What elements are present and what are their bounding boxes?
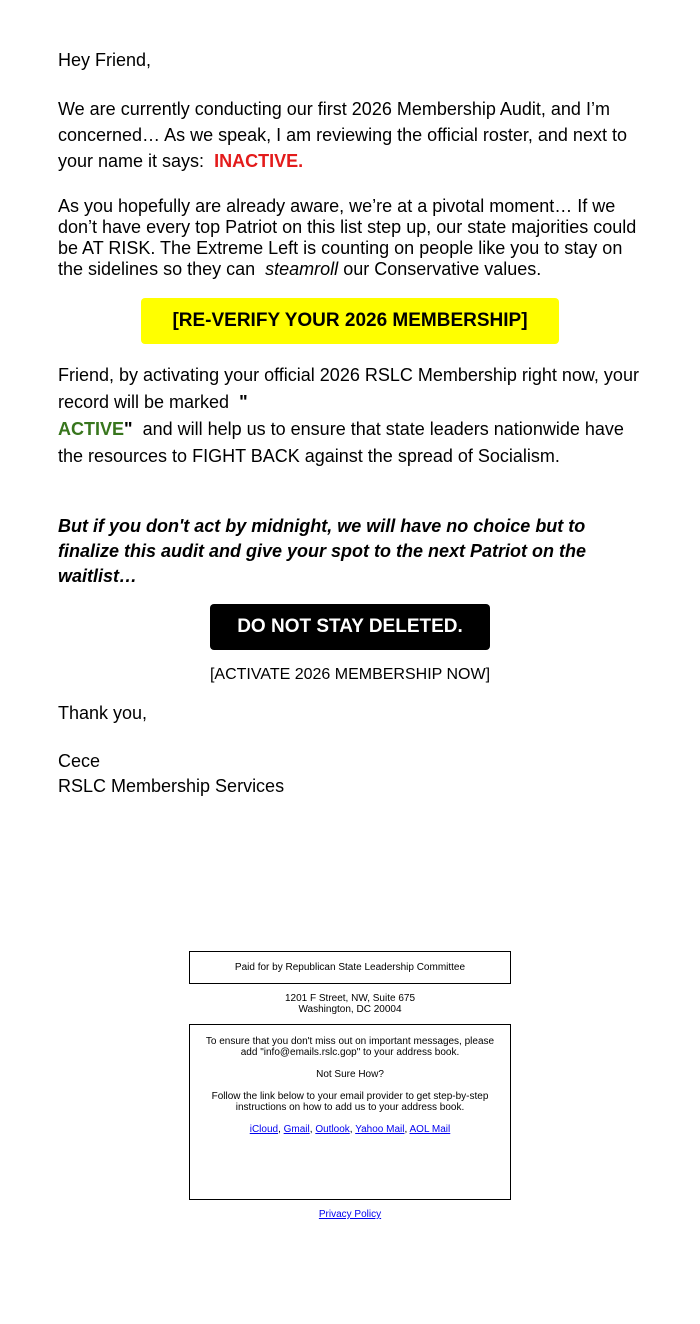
active-status: ACTIVE: [58, 419, 125, 439]
paragraph-audit: [58, 96, 648, 174]
provider-link-aol[interactable]: AOL Mail: [409, 1124, 451, 1135]
closing: Thank you,: [58, 703, 148, 723]
address-line-1: 1201 F Street, NW, Suite 675: [284, 993, 416, 1004]
activate-membership-link[interactable]: [ACTIVATE 2026 MEMBERSHIP NOW]: [209, 666, 491, 683]
paid-for-text: Paid for by Republican State Leadership Committee: [234, 962, 466, 973]
not-sure-text: Not Sure How?: [316, 1069, 384, 1080]
paragraph-pivotal: [58, 196, 638, 280]
address-line-2: Washington, DC 20004: [298, 1004, 402, 1015]
provider-link-yahoo[interactable]: Yahoo Mail: [355, 1124, 405, 1135]
address-book-note: To ensure that you don't miss out on important messages, please add "info@emails.rslc.gop" to your address book.: [205, 1036, 495, 1058]
address-book-box: [189, 1024, 511, 1200]
follow-link-text: Follow the link below to your email provider to get step-by-step instructions on how to add us to your address book.: [211, 1091, 489, 1113]
paragraph-activate-end: and will help us to ensure that state leaders nationwide have the resources to FIGHT BACK against the spread of Socialism.: [58, 419, 624, 466]
close-quote: ": [124, 419, 133, 439]
paragraph-deadline: But if you don't act by midnight, we will have no choice but to finalize this audit and give your spot to the next Patriot on the waitlist…: [58, 516, 587, 586]
greeting: Hey Friend,: [58, 50, 152, 70]
open-quote: ": [239, 392, 248, 412]
provider-links: iCloud, Gmail, Outlook, Yahoo Mail, AOL Mail: [249, 1124, 451, 1135]
reverify-membership-button[interactable]: [RE-VERIFY YOUR 2026 MEMBERSHIP]: [141, 298, 559, 344]
paragraph-activate: [58, 362, 648, 470]
provider-link-gmail[interactable]: Gmail: [283, 1124, 310, 1135]
inactive-status: INACTIVE.: [214, 151, 304, 171]
paid-for-box: [189, 951, 511, 984]
provider-link-outlook[interactable]: Outlook: [315, 1124, 350, 1135]
paragraph-audit-text: We are currently conducting our first 2026 Membership Audit, and I’m concerned… As we speak, I am reviewing the official roster, and next to your name it says:: [58, 99, 627, 171]
signature-org: RSLC Membership Services: [58, 776, 285, 796]
footer-address: [189, 993, 511, 1015]
steamroll-word: steamroll: [265, 259, 339, 279]
provider-link-icloud[interactable]: iCloud: [249, 1124, 279, 1135]
paragraph-activate-text: Friend, by activating your official 2026 RSLC Membership right now, your record will be marked: [58, 365, 639, 412]
privacy-policy-row: [0, 1209, 700, 1220]
privacy-policy-link[interactable]: Privacy Policy: [318, 1209, 382, 1220]
paragraph-pivotal-text: As you hopefully are already aware, we’re at a pivotal moment… If we don’t have every top Patriot on this list step up, our state majorities could be AT RISK. The Extreme Left is counting on people like you to stay on the sidelines so they can: [58, 196, 637, 279]
do-not-stay-deleted-button[interactable]: DO NOT STAY DELETED.: [210, 604, 490, 650]
paragraph-pivotal-end: our Conservative values.: [343, 259, 542, 279]
signature-name: Cece: [58, 751, 101, 771]
